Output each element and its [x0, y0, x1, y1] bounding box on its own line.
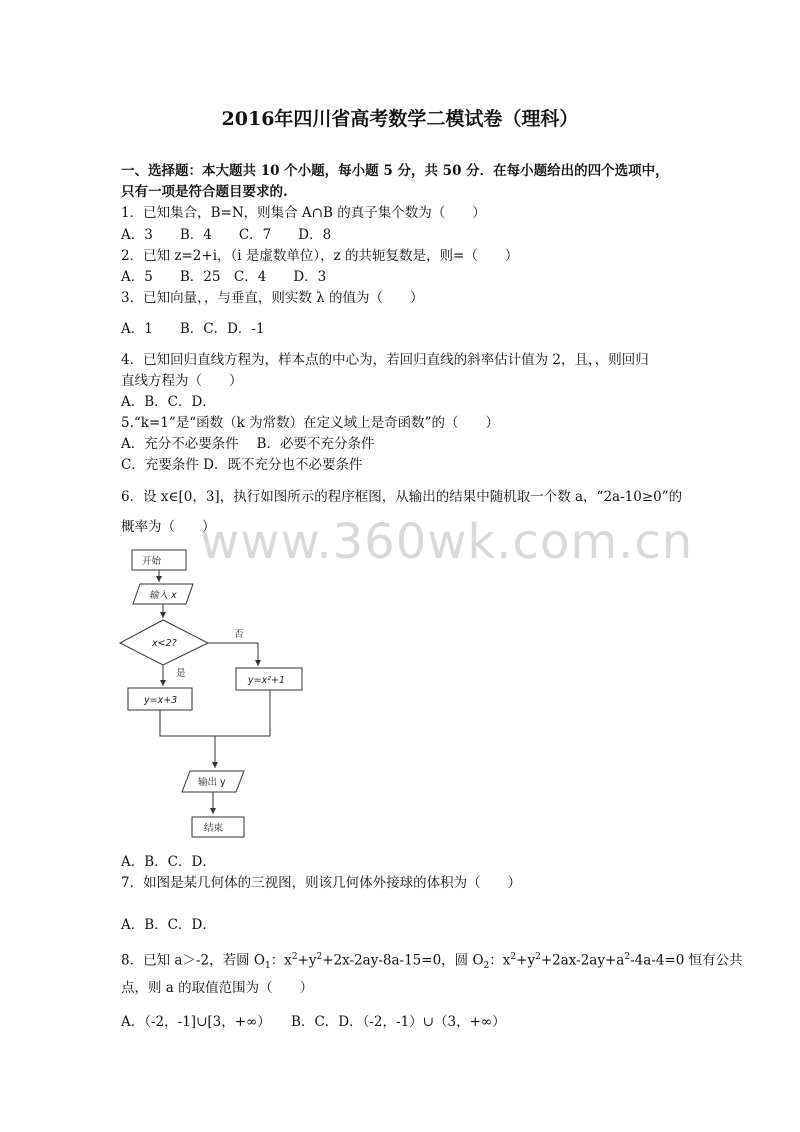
question-6-options: A．B．C．D． — [121, 854, 216, 870]
question-5-stem: 5.“k=1”是“函数（k 为常数）在定义域上是奇函数”的（ ） — [121, 415, 500, 431]
question-4-stem-line-1: 4．已知回归直线方程为，样本点的中心为，若回归直线的斜率估计值为 2，且，，则回归 — [121, 352, 649, 368]
section-heading-line-2: 只有一项是符合题目要求的. — [121, 184, 288, 200]
question-7-stem: 7．如图是某几何体的三视图，则该几何体外接球的体积为（ ） — [121, 875, 522, 891]
flow-no-label: 否 — [234, 629, 244, 640]
question-1-options: A．3 B．4 C．7 D．8 — [121, 227, 332, 243]
question-8-stem-line-1: 8．已知 a＞-2，若圆 $O_1$：$x^2+y^2+2x-2ay-8a-15=0$，圆 $O_2$：$x^2+y^2+2ax-2ay+a^2-4a-4=0$ 恒有公共 — [121, 952, 743, 972]
flow-condition-label: x<2? — [152, 638, 177, 649]
question-4-options: A．B．C．D． — [121, 394, 216, 410]
watermark: www.360wk.com.cn — [200, 514, 694, 570]
flow-start-label: 开始 — [142, 556, 162, 567]
flow-output-label: 输出 y — [198, 777, 226, 788]
program-flowchart — [118, 546, 308, 846]
flow-yes-label: 是 — [176, 668, 186, 679]
flow-no-process-label: y=x²+1 — [248, 675, 286, 686]
flow-yes-process-label: y=x+3 — [144, 695, 178, 706]
page-title: 2016年四川省高考数学二模试卷（理科） — [221, 108, 579, 130]
question-8-options: A．（-2，-1]∪[3，+∞） B．C．D．（-2，-1）∪（3，+∞） — [121, 1014, 506, 1030]
question-7-options: A．B．C．D． — [121, 917, 216, 933]
section-heading-line-1: 一、选择题：本大题共 10 个小题，每小题 5 分，共 50 分．在每小题给出的四个选项中， — [121, 163, 669, 179]
question-5-options-line-1: A．充分不必要条件 B．必要不充分条件 — [121, 436, 375, 452]
question-6-stem-line-1: 6．设 x∈[0，3]，执行如图所示的程序框图，从输出的结果中随机取一个数 a，“2a-10≥0”的 — [121, 489, 683, 505]
question-2-stem: 2．已知 z=2+i，（i 是虚数单位），z 的共轭复数是，则=（ ） — [121, 248, 519, 264]
question-1-stem: 1．已知集合，B=N，则集合 A∩B 的真子集个数为（ ） — [121, 205, 486, 221]
question-6-stem-line-2: 概率为（ ） — [121, 519, 216, 535]
question-2-options: A．5 B．25 C．4 D．3 — [121, 269, 327, 285]
flow-input-label: 输入 x — [149, 590, 177, 601]
question-3-stem: 3．已知向量，，与垂直，则实数 λ 的值为（ ） — [121, 290, 424, 306]
question-3-options: A．1 B．C．D．-1 — [121, 321, 265, 337]
flow-end-label: 结束 — [204, 823, 224, 834]
question-5-options-line-2: C．充要条件 D．既不充分也不必要条件 — [121, 457, 363, 473]
question-8-stem-line-2: 点，则 a 的取值范围为（ ） — [121, 980, 314, 996]
question-4-stem-line-2: 直线方程为（ ） — [121, 373, 243, 389]
